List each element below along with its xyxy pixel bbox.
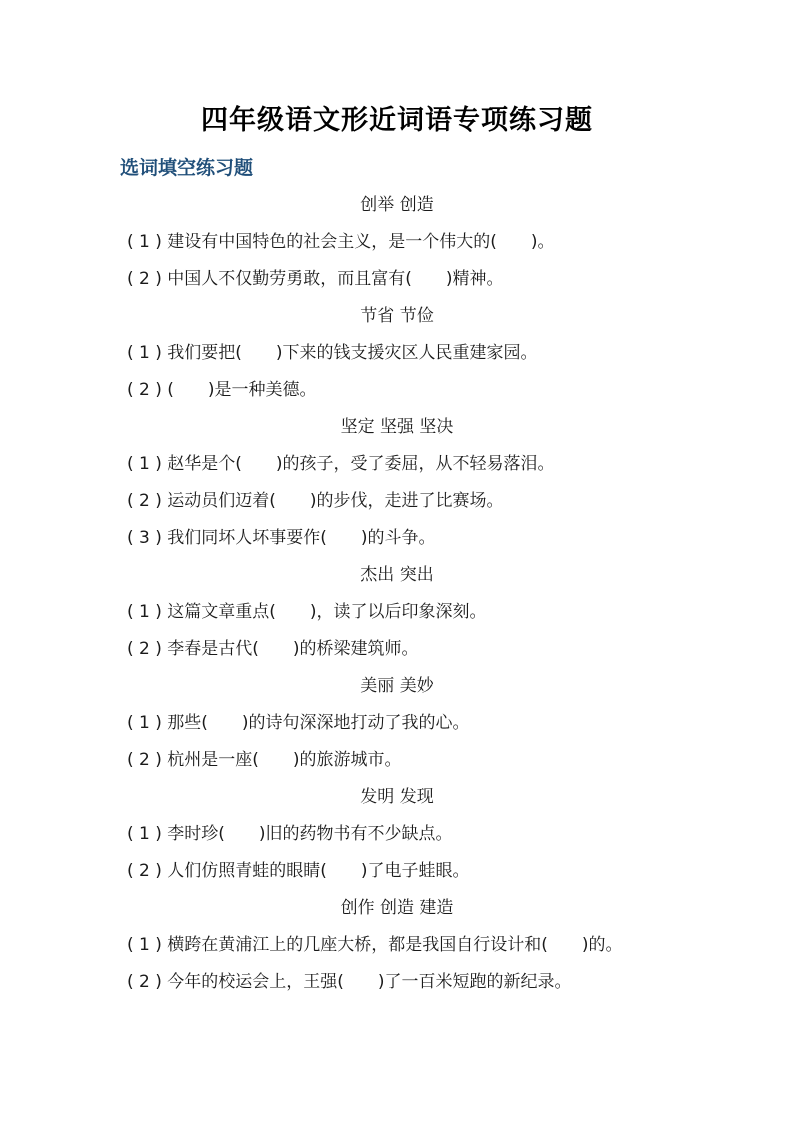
exercise-item: ( 2 ) 今年的校运会上，王强( )了一百米短跑的新纪录。 xyxy=(127,972,572,992)
section-title: 选词填空练习题 xyxy=(120,157,254,179)
word-choices: 创作 创造 建造 xyxy=(340,898,454,918)
exercise-item: ( 1 ) 这篇文章重点( )，读了以后印象深刻。 xyxy=(127,602,487,622)
exercise-item: ( 2 ) ( )是一种美德。 xyxy=(127,380,317,400)
exercise-item: ( 1 ) 我们要把( )下来的钱支援灾区人民重建家园。 xyxy=(127,343,538,363)
word-choices: 发明 发现 xyxy=(360,787,434,807)
word-choices: 杰出 突出 xyxy=(360,565,434,585)
exercise-item: ( 3 ) 我们同坏人坏事要作( )的斗争。 xyxy=(127,528,436,548)
exercise-item: ( 1 ) 建设有中国特色的社会主义，是一个伟大的( )。 xyxy=(127,232,555,252)
page-title: 四年级语文形近词语专项练习题 xyxy=(201,105,593,136)
exercise-content xyxy=(0,190,794,1004)
exercise-item: ( 1 ) 赵华是个( )的孩子，受了委屈，从不轻易落泪。 xyxy=(127,454,555,474)
exercise-item: ( 2 ) 中国人不仅勤劳勇敢，而且富有( )精神。 xyxy=(127,269,504,289)
exercise-item: ( 1 ) 那些( )的诗句深深地打动了我的心。 xyxy=(127,713,470,733)
exercise-item: ( 1 ) 李时珍( )旧的药物书有不少缺点。 xyxy=(127,824,453,844)
word-choices: 坚定 坚强 坚决 xyxy=(340,417,454,437)
exercise-item: ( 1 ) 横跨在黄浦江上的几座大桥，都是我国自行设计和( )的。 xyxy=(127,935,623,955)
word-choices: 节省 节俭 xyxy=(360,306,434,326)
word-choices: 美丽 美妙 xyxy=(360,676,434,696)
exercise-item: ( 2 ) 杭州是一座( )的旅游城市。 xyxy=(127,750,402,770)
word-choices: 创举 创造 xyxy=(360,195,434,215)
exercise-item: ( 2 ) 李春是古代( )的桥梁建筑师。 xyxy=(127,639,419,659)
exercise-item: ( 2 ) 人们仿照青蛙的眼睛( )了电子蛙眼。 xyxy=(127,861,470,881)
exercise-item: ( 2 ) 运动员们迈着( )的步伐，走进了比赛场。 xyxy=(127,491,504,511)
